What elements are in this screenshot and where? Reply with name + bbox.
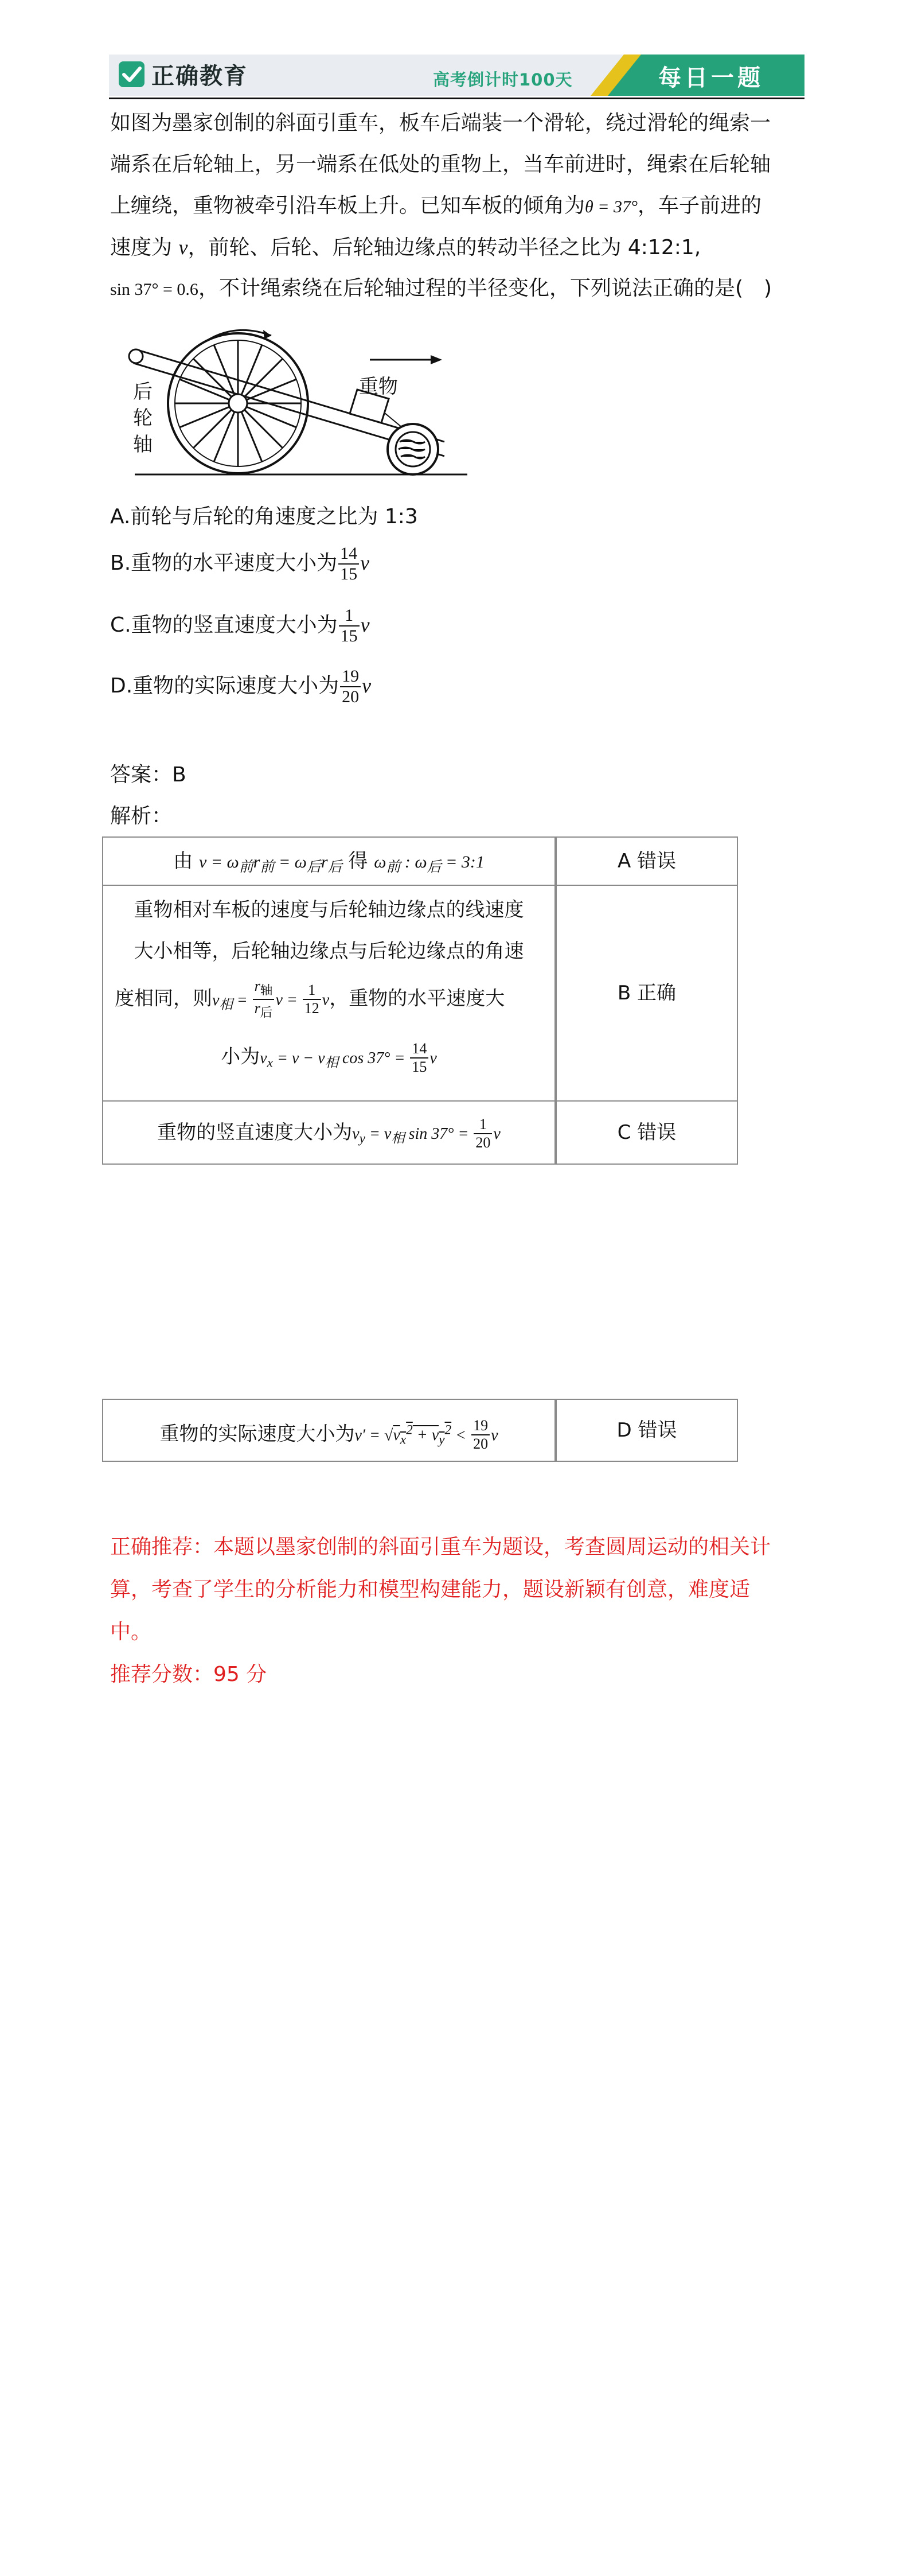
option-a: A.前轮与后轮的角速度之比为 1:3 <box>110 505 418 528</box>
table-cell <box>556 1399 738 1462</box>
recommendation-line: 中。 <box>110 1620 152 1644</box>
question-line: 速度为 v，前轮、后轮、后轮轴边缘点的转动半径之比为 4:12:1, <box>110 236 701 259</box>
header-divider <box>109 98 804 99</box>
option-b: B.重物的水平速度大小为 $\frac{14}{15}$ v <box>110 544 370 583</box>
cart-diagram <box>123 318 467 485</box>
table-cell <box>102 836 556 886</box>
recommendation-line: 算，考查了学生的分析能力和模型构建能力，题设新颖有创意，难度适 <box>110 1578 751 1601</box>
row3-text: 重物的竖直速度大小为$v_y = v_相$ sin 37° = $\frac{1}{20}$ v <box>157 1115 501 1151</box>
check-icon <box>119 61 144 87</box>
table-cell <box>102 1399 556 1462</box>
angle-math: θ = 37° <box>585 197 638 216</box>
brand-name: 正确教育 <box>151 63 248 90</box>
row2-text: 重物相对车板的速度与后轮轴边缘点的线速度 <box>134 898 524 921</box>
daily-title: 每日一题 <box>658 65 764 91</box>
row1-verdict: A 错误 <box>617 850 677 873</box>
table-cell <box>102 885 556 1102</box>
recommendation-line: 正确推荐：本题以墨家创制的斜面引重车为题设，考查圆周运动的相关计 <box>110 1535 771 1559</box>
row2-verdict: B 正确 <box>617 982 677 1005</box>
table-cell <box>556 1100 738 1165</box>
row1-formula: 由 $v = \omega_前r_前 = \omega_后r_后$ 得 $\omega_前$ : $\omega_后$ = 3:1 <box>173 850 485 875</box>
weight-label: 重物 <box>359 375 398 398</box>
question-line: 上缠绕，重物被牵引沿车板上升。已知车板的倾角为θ = 37°，车子前进的 <box>110 194 762 217</box>
row4-verdict: D 错误 <box>616 1419 677 1442</box>
analysis-label: 解析： <box>110 804 173 828</box>
row3-verdict: C 错误 <box>617 1121 677 1144</box>
table-cell <box>556 836 738 886</box>
question-line: 端系在后轮轴上，另一端系在低处的重物上，当车前进时，绳索在后轮轴 <box>110 153 771 176</box>
row4-text: 重物的实际速度大小为$v' = √v_x^2 + v_y^2$ < $\frac{19}{20}$ v <box>159 1417 498 1452</box>
option-d: D.重物的实际速度大小为 $\frac{19}{20}$ v <box>110 667 372 706</box>
row2-text: 大小相等，后轮轴边缘点与后轮边缘点的角速 <box>134 940 524 963</box>
sin-math: sin 37° = 0.6 <box>110 280 198 299</box>
question-line: sin 37° = 0.6，不计绳索绕在后轮轴过程的半径变化，下列说法正确的是( ) <box>110 277 772 300</box>
question-line: 如图为墨家创制的斜面引重车，板车后端装一个滑轮，绕过滑轮的绳索一 <box>110 111 771 135</box>
option-c: C.重物的竖直速度大小为 $\frac{1}{15}$ v <box>110 606 370 645</box>
recommendation <box>110 1526 815 1696</box>
recommended-score: 推荐分数：95 分 <box>110 1663 267 1686</box>
rear-axle-label: 后 轮 轴 <box>133 380 153 456</box>
table-cell <box>102 1100 556 1165</box>
row2-text: 度相同，则$v_相$ = $\frac{r_轴}{r_后}$ v = $\frac{1}{12}$ v，重物的水平速度大 <box>115 978 505 1020</box>
table-cell <box>556 885 738 1102</box>
answer-label: 答案：B <box>110 763 186 787</box>
countdown-text: 高考倒计时100天 <box>433 70 573 90</box>
row2-text: 小为$v_x = v - v_相$ cos 37° = $\frac{14}{15}$ v <box>221 1040 437 1075</box>
